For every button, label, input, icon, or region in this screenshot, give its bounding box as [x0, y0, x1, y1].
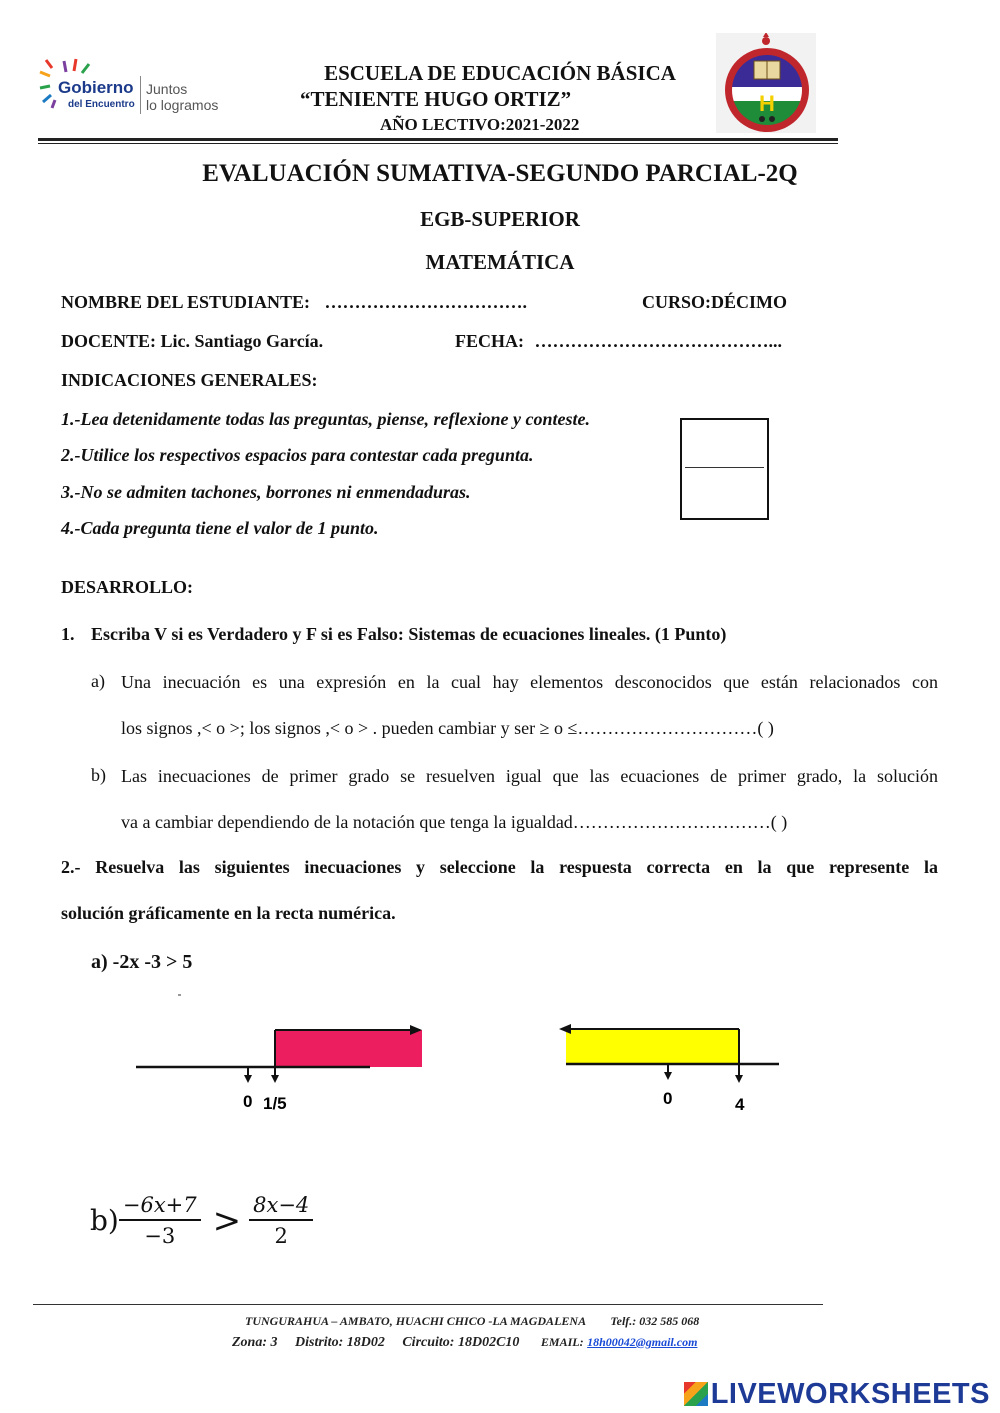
gov-brand-line1: Gobierno: [58, 78, 134, 97]
right-numerator: 8x−4: [249, 1193, 313, 1221]
instruction-item: 3.-No se admiten tachones, borrones ni enmendaduras.: [61, 482, 471, 502]
footer-zone: Zona: 3: [232, 1335, 278, 1350]
school-type: ESCUELA DE EDUCACIÓN BÁSICA: [324, 61, 676, 85]
footer-email-label: EMAIL:: [540, 1335, 584, 1349]
footer-address: TUNGURAHUA – AMBATO, HUACHI CHICO -LA MAGDALENA: [245, 1314, 586, 1328]
left-numerator: −6x+7: [119, 1193, 201, 1221]
school-heading: [290, 60, 710, 112]
score-box-divider: [685, 467, 764, 468]
q2-b-inequality: [90, 1193, 313, 1248]
instruction-item: 4.-Cada pregunta tiene el valor de 1 punto.: [61, 518, 379, 538]
gov-brand-line2: del Encuentro: [68, 99, 135, 110]
tick-label-four: 4: [735, 1095, 745, 1114]
student-name-label: NOMBRE DEL ESTUDIANTE:: [61, 292, 311, 312]
header-rule-thick: [38, 138, 838, 141]
school-name: “TENIENTE HUGO ORTIZ”: [300, 87, 572, 111]
development-heading: DESARROLLO:: [61, 577, 194, 597]
footer-district: Distrito: 18D02: [295, 1335, 385, 1350]
tick-arrow-icon: [271, 1075, 279, 1083]
left-fraction: [119, 1193, 201, 1248]
q1-b-line2[interactable]: va a cambiar dependiendo de la notación que tenga la igualdad……………………………( ): [121, 812, 788, 832]
gov-burst-top-icon: [62, 58, 92, 78]
gov-separator: [140, 76, 141, 114]
crest-letter: H: [759, 91, 775, 116]
exam-subject: MATEMÁTICA: [425, 250, 575, 274]
teacher: DOCENTE: Lic. Santiago García.: [61, 331, 324, 351]
instruction-item: 1.-Lea detenidamente todas las preguntas, piense, reflexione y conteste.: [61, 409, 590, 429]
number-line-option-2[interactable]: [555, 1020, 785, 1115]
tick-label-zero: 0: [663, 1089, 673, 1108]
gov-slogan-line2: lo logramos: [146, 97, 219, 113]
question-2-line1: 2.- Resuelva las siguientes inecuaciones y seleccione la respuesta correcta en la que represente la: [61, 857, 938, 877]
school-crest-icon: [716, 33, 816, 133]
tick-arrow-icon: [735, 1075, 743, 1083]
gov-slogan-line1: Juntos: [146, 81, 188, 97]
left-denominator: −3: [144, 1224, 176, 1248]
right-denominator: 2: [274, 1224, 288, 1248]
liveworksheets-watermark: [684, 1378, 990, 1411]
solution-region: [566, 1029, 739, 1064]
tick-label-one-fifth: 1/5: [263, 1094, 287, 1113]
course: CURSO:DÉCIMO: [642, 292, 788, 312]
student-name-blank[interactable]: …………………………….: [324, 292, 528, 312]
exam-title: EVALUACIÓN SUMATIVA-SEGUNDO PARCIAL-2Q: [202, 160, 798, 187]
school-year: AÑO LECTIVO:2021-2022: [380, 115, 580, 134]
question-1-number: 1.: [61, 624, 75, 644]
right-fraction: [249, 1193, 313, 1248]
instructions-heading: INDICACIONES GENERALES:: [61, 370, 318, 390]
footer-circuit: Circuito: 18D02C10: [402, 1335, 520, 1350]
tick-arrow-icon: [664, 1072, 672, 1080]
q1-a-line2[interactable]: los signos ,< o >; los signos ,< o > . pueden cambiar y ser ≥ o ≤…………………………( ): [121, 718, 774, 738]
footer-phone: Telf.: 032 585 068: [610, 1314, 700, 1328]
date-blank[interactable]: …………………………………...: [534, 331, 782, 351]
watermark-text: LIVEWORKSHEETS: [710, 1378, 990, 1410]
footer-address-row: [245, 1314, 699, 1329]
question-1-text: Escriba V si es Verdadero y F si es Falso: Sistemas de ecuaciones lineales. (1 Punto): [91, 624, 727, 644]
date-row: [455, 331, 782, 352]
student-name-row: [61, 292, 527, 313]
arrow-left-icon: [559, 1024, 571, 1034]
date-label: FECHA:: [455, 331, 524, 351]
number-line-option-1[interactable]: [130, 1020, 440, 1115]
header-rule-thin: [38, 143, 838, 144]
tick-arrow-icon: [244, 1075, 252, 1083]
q2-b-letter: b): [90, 1204, 119, 1237]
gov-burst-icon: [38, 58, 58, 110]
tick-label-zero: 0: [243, 1092, 253, 1111]
question-2-line2: solución gráficamente en la recta numérica.: [61, 903, 396, 923]
footer-email-link[interactable]: 18h00042@gmail.com: [587, 1335, 698, 1349]
exam-level: EGB-SUPERIOR: [420, 207, 580, 231]
inequality-operator: >: [212, 1200, 242, 1241]
q1-b-letter: b): [91, 765, 106, 785]
footer-zone-row: [232, 1335, 697, 1351]
footer-rule: [33, 1304, 823, 1305]
stray-mark: [178, 994, 181, 996]
solution-region: [275, 1030, 422, 1067]
q1-a-line1: Una inecuación es una expresión en la cual hay elementos desconocidos que están relacionados con: [121, 672, 938, 692]
score-box[interactable]: [680, 418, 769, 520]
instruction-item: 2.-Utilice los respectivos espacios para contestar cada pregunta.: [61, 445, 534, 465]
q1-a-letter: a): [91, 671, 105, 691]
liveworksheets-logo-icon: [684, 1382, 708, 1406]
government-logo: [38, 58, 228, 118]
q1-b-line1: Las inecuaciones de primer grado se resuelven igual que las ecuaciones de primer grado, la solución: [121, 766, 938, 786]
q2-a-inequality: a) -2x -3 > 5: [91, 951, 193, 973]
